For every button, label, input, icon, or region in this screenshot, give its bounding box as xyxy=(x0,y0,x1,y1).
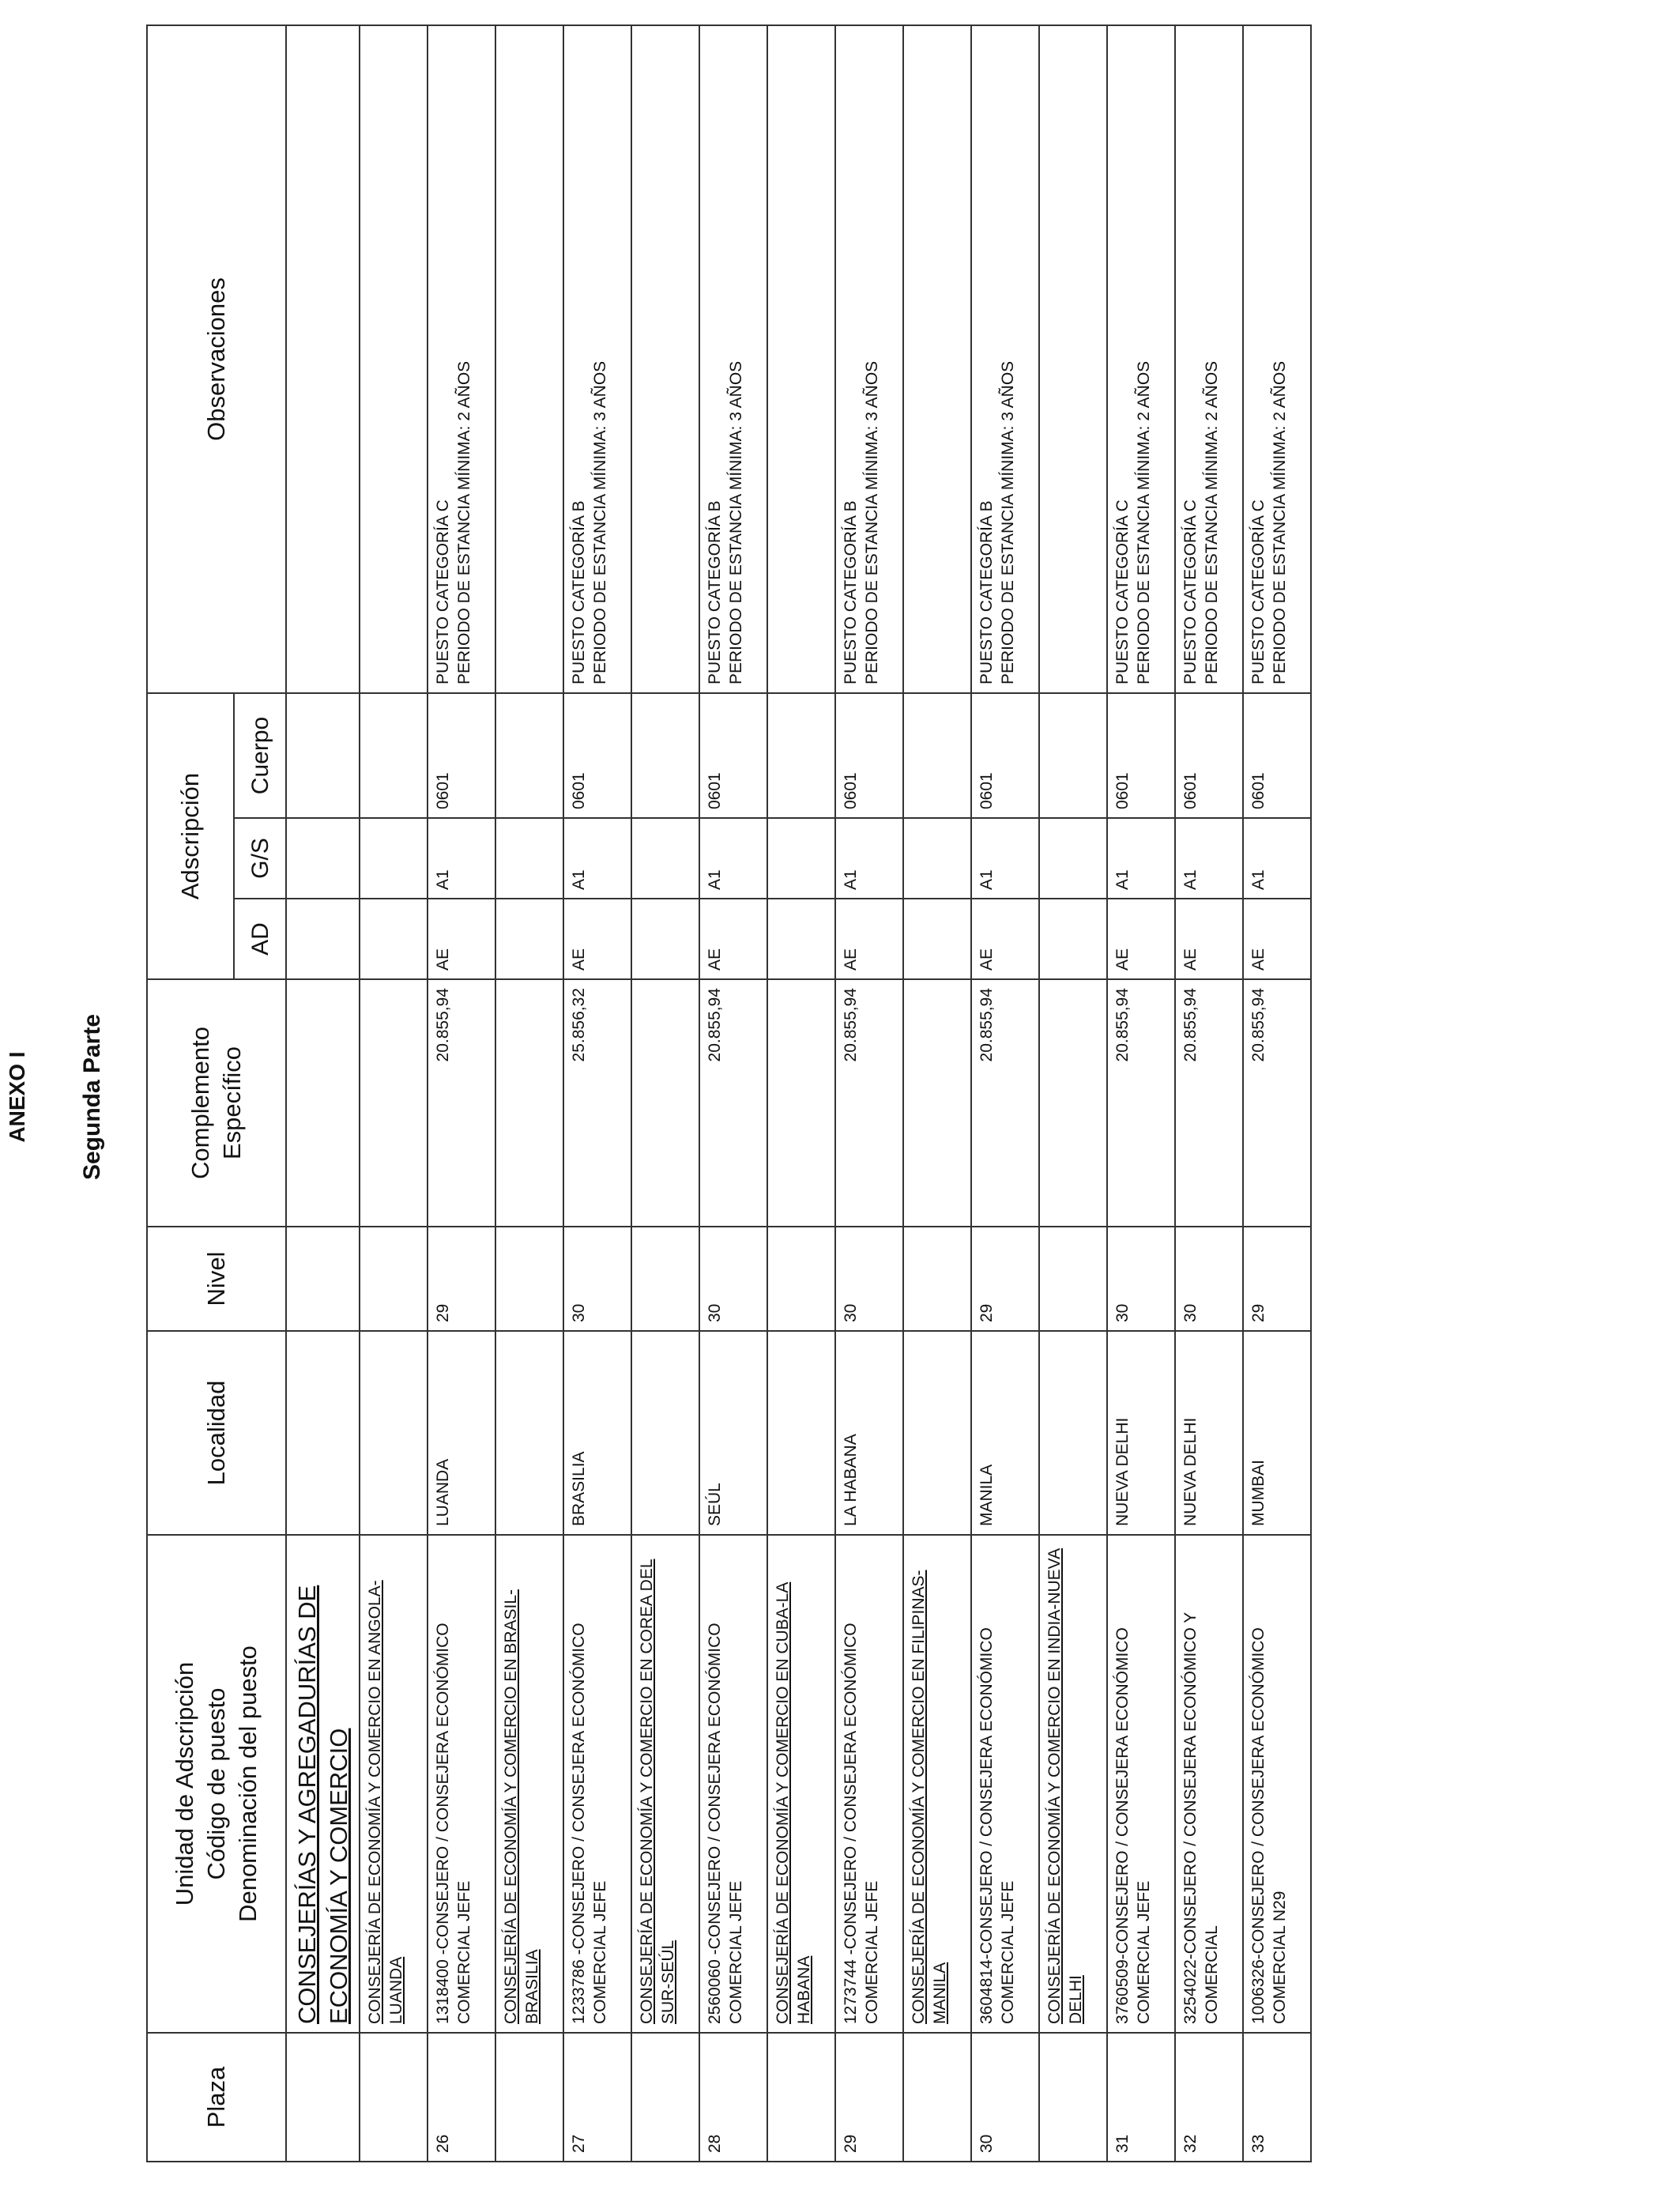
gs-cell: A1 xyxy=(1175,818,1243,899)
nivel-cell: 29 xyxy=(428,1227,495,1331)
observaciones-categoria: PUESTO CATEGORÍA C xyxy=(434,499,453,684)
puesto-cell: 2560060 -CONSEJERO / CONSEJERA ECONÓMICO COMERCIAL JEFE xyxy=(699,1535,767,2033)
gs-cell: A1 xyxy=(1243,818,1311,899)
puesto-cell: 1273744 -CONSEJERO / CONSEJERA ECONÓMICO COMERCIAL JEFE xyxy=(835,1535,903,2033)
header-cuerpo: Cuerpo xyxy=(234,693,286,818)
unit-row xyxy=(495,25,563,2162)
plaza-cell: 27 xyxy=(563,2033,631,2162)
observaciones-cell xyxy=(971,25,1039,693)
ad-cell: AE xyxy=(1243,899,1311,979)
header-observaciones: Observaciones xyxy=(147,25,286,693)
header-adscripcion: Adscripción xyxy=(147,693,234,979)
unit-name: CONSEJERÍA DE ECONOMÍA Y COMERCIO EN BRASIL-BRASILIA xyxy=(495,1535,563,2033)
gs-cell: A1 xyxy=(1107,818,1175,899)
cuerpo-cell: 0601 xyxy=(563,693,631,818)
header-unidad xyxy=(147,1535,286,2033)
ad-cell: AE xyxy=(699,899,767,979)
puesto-cell: 1006326-CONSEJERO / CONSEJERA ECONÓMICO COMERCIAL N29 xyxy=(1243,1535,1311,2033)
header-localidad: Localidad xyxy=(147,1331,286,1535)
observaciones-categoria: PUESTO CATEGORÍA C xyxy=(1249,499,1268,684)
position-row xyxy=(1175,25,1243,2162)
section-title-line1: CONSEJERÍAS Y AGREGADURÍAS DE xyxy=(293,1585,321,2024)
cuerpo-cell: 0601 xyxy=(835,693,903,818)
complemento-cell: 20.855,94 xyxy=(835,979,903,1227)
unit-name: CONSEJERÍA DE ECONOMÍA Y COMERCIO EN CUBA-LA HABANA xyxy=(767,1535,835,2033)
puesto-cell: 1233786 -CONSEJERO / CONSEJERA ECONÓMICO COMERCIAL JEFE xyxy=(563,1535,631,2033)
observaciones-cell xyxy=(835,25,903,693)
unit-name: CONSEJERÍA DE ECONOMÍA Y COMERCIO EN FILIPINAS-MANILA xyxy=(903,1535,971,2033)
nivel-cell: 30 xyxy=(1175,1227,1243,1331)
localidad-cell: SEÚL xyxy=(699,1331,767,1535)
position-row xyxy=(563,25,631,2162)
nivel-cell: 29 xyxy=(971,1227,1039,1331)
puesto-cell: 1318400 -CONSEJERO / CONSEJERA ECONÓMICO COMERCIAL JEFE xyxy=(428,1535,495,2033)
ad-cell: AE xyxy=(1175,899,1243,979)
gs-cell: A1 xyxy=(563,818,631,899)
position-row xyxy=(835,25,903,2162)
section-row xyxy=(286,25,360,2162)
observaciones-estancia: PERIODO DE ESTANCIA MÍNIMA: 2 AÑOS xyxy=(1134,360,1153,684)
positions-table xyxy=(146,25,1312,2162)
observaciones-cell xyxy=(1107,25,1175,693)
observaciones-categoria: PUESTO CATEGORÍA C xyxy=(1113,499,1132,684)
complemento-cell: 20.855,94 xyxy=(699,979,767,1227)
gs-cell: A1 xyxy=(699,818,767,899)
position-row xyxy=(428,25,495,2162)
puesto-cell: 3760509-CONSEJERO / CONSEJERA ECONÓMICO COMERCIAL JEFE xyxy=(1107,1535,1175,2033)
nivel-cell: 30 xyxy=(563,1227,631,1331)
localidad-cell: LUANDA xyxy=(428,1331,495,1535)
cuerpo-cell: 0601 xyxy=(1243,693,1311,818)
observaciones-categoria: PUESTO CATEGORÍA B xyxy=(706,500,725,684)
observaciones-cell xyxy=(699,25,767,693)
observaciones-categoria: PUESTO CATEGORÍA B xyxy=(977,500,996,684)
complemento-cell: 20.855,94 xyxy=(428,979,495,1227)
header-complemento-line2: Específico xyxy=(218,1046,246,1160)
plaza-cell: 33 xyxy=(1243,2033,1311,2162)
localidad-cell: MANILA xyxy=(971,1331,1039,1535)
gs-cell: A1 xyxy=(835,818,903,899)
observaciones-estancia: PERIODO DE ESTANCIA MÍNIMA: 3 AÑOS xyxy=(862,360,881,684)
header-unidad-line1: Unidad de Adscripción xyxy=(170,1661,198,1906)
annex-title: ANEXO I xyxy=(5,1051,29,1143)
position-row xyxy=(699,25,767,2162)
observaciones-estancia: PERIODO DE ESTANCIA MÍNIMA: 3 AÑOS xyxy=(726,360,745,684)
nivel-cell: 30 xyxy=(699,1227,767,1331)
ad-cell: AE xyxy=(1107,899,1175,979)
header-plaza: Plaza xyxy=(147,2033,286,2162)
complemento-cell: 20.855,94 xyxy=(1107,979,1175,1227)
unit-row xyxy=(903,25,971,2162)
unit-row xyxy=(631,25,699,2162)
header-complemento xyxy=(147,979,286,1227)
plaza-cell: 32 xyxy=(1175,2033,1243,2162)
unit-row xyxy=(360,25,428,2162)
gs-cell: A1 xyxy=(971,818,1039,899)
cuerpo-cell: 0601 xyxy=(699,693,767,818)
localidad-cell: LA HABANA xyxy=(835,1331,903,1535)
header-unidad-line2: Código de puesto xyxy=(202,1687,230,1880)
cuerpo-cell: 0601 xyxy=(971,693,1039,818)
localidad-cell: BRASILIA xyxy=(563,1331,631,1535)
observaciones-categoria: PUESTO CATEGORÍA C xyxy=(1181,499,1200,684)
plaza-cell: 30 xyxy=(971,2033,1039,2162)
unit-name: CONSEJERÍA DE ECONOMÍA Y COMERCIO EN INDIA-NUEVA DELHI xyxy=(1039,1535,1107,2033)
position-row xyxy=(971,25,1039,2162)
header-complemento-line1: Complemento xyxy=(186,1027,214,1179)
unit-name: CONSEJERÍA DE ECONOMÍA Y COMERCIO EN ANGOLA-LUANDA xyxy=(360,1535,428,2033)
ad-cell: AE xyxy=(835,899,903,979)
localidad-cell: MUMBAI xyxy=(1243,1331,1311,1535)
nivel-cell: 29 xyxy=(1243,1227,1311,1331)
complemento-cell: 20.855,94 xyxy=(1243,979,1311,1227)
ad-cell: AE xyxy=(428,899,495,979)
observaciones-estancia: PERIODO DE ESTANCIA MÍNIMA: 3 AÑOS xyxy=(998,360,1017,684)
plaza-cell: 28 xyxy=(699,2033,767,2162)
observaciones-cell xyxy=(1175,25,1243,693)
nivel-cell: 30 xyxy=(835,1227,903,1331)
observaciones-cell xyxy=(563,25,631,693)
unit-name: CONSEJERÍA DE ECONOMÍA Y COMERCIO EN COREA DEL SUR-SEÚL xyxy=(631,1535,699,2033)
header-unidad-line3: Denominación del puesto xyxy=(234,1646,262,1922)
complemento-cell: 25.856,32 xyxy=(563,979,631,1227)
observaciones-cell xyxy=(1243,25,1311,693)
section-title-line2: ECONOMÍA Y COMERCIO xyxy=(324,1728,352,2024)
header-nivel: Nivel xyxy=(147,1227,286,1331)
plaza-cell: 29 xyxy=(835,2033,903,2162)
gs-cell: A1 xyxy=(428,818,495,899)
plaza-cell: 31 xyxy=(1107,2033,1175,2162)
unit-row xyxy=(1039,25,1107,2162)
cuerpo-cell: 0601 xyxy=(428,693,495,818)
observaciones-estancia: PERIODO DE ESTANCIA MÍNIMA: 3 AÑOS xyxy=(590,360,609,684)
unit-row xyxy=(767,25,835,2162)
observaciones-categoria: PUESTO CATEGORÍA B xyxy=(842,500,861,684)
ad-cell: AE xyxy=(563,899,631,979)
puesto-cell: 3604814-CONSEJERO / CONSEJERA ECONÓMICO COMERCIAL JEFE xyxy=(971,1535,1039,2033)
annex-subtitle: Segunda Parte xyxy=(79,1013,105,1181)
section-title xyxy=(286,1535,360,2033)
cuerpo-cell: 0601 xyxy=(1175,693,1243,818)
position-row xyxy=(1107,25,1175,2162)
puesto-cell: 3254022-CONSEJERO / CONSEJERA ECONÓMICO Y COMERCIAL xyxy=(1175,1535,1243,2033)
cuerpo-cell: 0601 xyxy=(1107,693,1175,818)
observaciones-categoria: PUESTO CATEGORÍA B xyxy=(570,500,589,684)
observaciones-cell xyxy=(428,25,495,693)
header-gs: G/S xyxy=(234,818,286,899)
plaza-cell: 26 xyxy=(428,2033,495,2162)
header-ad: AD xyxy=(234,899,286,979)
observaciones-estancia: PERIODO DE ESTANCIA MÍNIMA: 2 AÑOS xyxy=(454,360,473,684)
position-row xyxy=(1243,25,1311,2162)
localidad-cell: NUEVA DELHI xyxy=(1175,1331,1243,1535)
complemento-cell: 20.855,94 xyxy=(1175,979,1243,1227)
ad-cell: AE xyxy=(971,899,1039,979)
nivel-cell: 30 xyxy=(1107,1227,1175,1331)
complemento-cell: 20.855,94 xyxy=(971,979,1039,1227)
observaciones-estancia: PERIODO DE ESTANCIA MÍNIMA: 2 AÑOS xyxy=(1202,360,1221,684)
localidad-cell: NUEVA DELHI xyxy=(1107,1331,1175,1535)
observaciones-estancia: PERIODO DE ESTANCIA MÍNIMA: 2 AÑOS xyxy=(1270,360,1289,684)
